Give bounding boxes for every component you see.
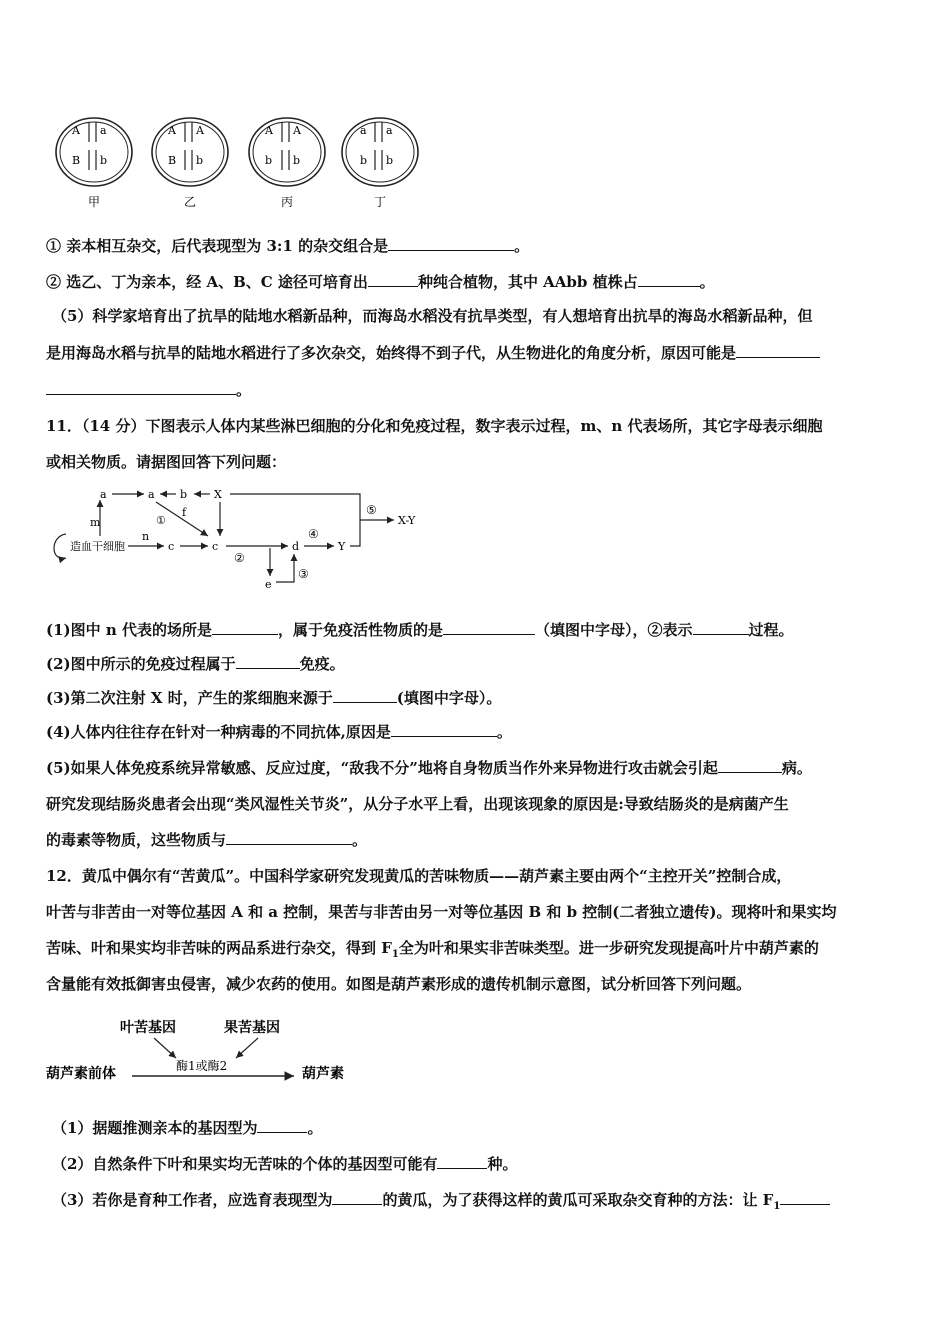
label-p2: ② (234, 551, 245, 565)
label-p1: ① (156, 514, 166, 527)
label-f: f (182, 506, 187, 519)
fruit-bitter-gene: 果苦基因 (224, 1020, 280, 1036)
q12-blank-2[interactable] (437, 1154, 487, 1169)
cell-ding-tr: a (386, 124, 393, 137)
cell-jia-br: b (100, 154, 108, 167)
cell-jia (56, 118, 132, 209)
q10-blank-3[interactable] (638, 272, 700, 287)
precursor-label: 葫芦素前体 (46, 1066, 116, 1082)
q10-line-2: ② 选乙、丁为亲本，经 A、B、C 途径可培育出 种纯合植物，其中 AAbb 植株占 。 (46, 273, 715, 291)
q12-sub-3: （3）若你是育种工作者，应选育表现型为 的黄瓜，为了获得这样的黄瓜可采取杂交育种的方法：让 $F_1$ (52, 1190, 830, 1217)
q12-line-2: 叶苦与非苦由一对等位基因 A 和 a 控制，果苦与非苦由另一对等位基因 B 和 b 控制(二者独立遗传)。现将叶和果实均 (46, 903, 837, 921)
q11-blank-6[interactable] (391, 722, 497, 737)
q12-blank-1[interactable] (257, 1118, 307, 1133)
q11-sub-2: (2)图中所示的免疫过程属于 免疫。 (46, 655, 345, 673)
q12-line-4: 含量能有效抵御害虫侵害，减少农药的使用。如图是葫芦素形成的遗传机制示意图，试分析回答下列问题。 (46, 975, 752, 993)
label-X: X (214, 488, 222, 501)
cucurbitacin-diagram (46, 1014, 376, 1086)
label-p5: ⑤ (366, 503, 377, 517)
cell-ding-bl: b (360, 154, 368, 167)
q11-sub-3: (3)第二次注射 X 时，产生的浆细胞来源于 (填图中字母）。 (46, 689, 502, 707)
q11-blank-1[interactable] (212, 620, 278, 635)
cell-ding-label: 丁 (374, 195, 387, 209)
q10-line-5: 。 (46, 380, 251, 400)
label-e: e (265, 578, 272, 591)
cells-figure (50, 112, 430, 212)
cell-yi-bl: B (168, 154, 177, 167)
q10-blank-2[interactable] (368, 272, 418, 287)
q12-blank-3[interactable] (332, 1190, 382, 1205)
q10-line-1: ① 亲本相互杂交，后代表现型为 3:1 的杂交组合是 。 (46, 237, 530, 255)
q10-line-3: （5）科学家培育出了抗旱的陆地水稻新品种，而海岛水稻没有抗旱类型，有人想培育出抗旱的海岛水稻新品种，但 (52, 307, 813, 325)
label-c1: c (168, 540, 175, 553)
q12-line-3: 苦味、叶和果实均非苦味的两品系进行杂交，得到 $F_1$全为叶和果实非苦味类型。进一步研究发现提高叶片中葫芦素的 (46, 939, 819, 960)
label-d: d (292, 540, 300, 553)
q11-blank-8[interactable] (226, 830, 352, 845)
cell-yi-label: 乙 (184, 195, 197, 209)
cell-ding-tl: a (360, 124, 367, 137)
enzyme-label: 酶1或酶2 (176, 1059, 228, 1073)
q12-sub-2: （2）自然条件下叶和果实均无苦味的个体的基因型可能有 种。 (52, 1155, 518, 1173)
q11-sub-4: (4)人体内往往存在针对一种病毒的不同抗体,原因是 。 (46, 723, 512, 741)
q11-blank-4[interactable] (236, 654, 300, 669)
product-label: 葫芦素 (302, 1066, 344, 1082)
q12-sub-1: （1）据题推测亲本的基因型为 。 (52, 1119, 323, 1137)
label-p3: ③ (298, 567, 309, 581)
cell-bing (249, 118, 325, 209)
q11-sub-1: (1)图中 n 代表的场所是 ，属于免疫活性物质的是 （填图中字母），②表示 过程。 (46, 621, 794, 639)
cell-bing-tr: A (293, 124, 301, 137)
label-a1: a (100, 488, 107, 501)
cell-yi-tl: A (168, 124, 176, 137)
q11-sub-6: 研究发现结肠炎患者会出现“类风湿性关节炎”，从分子水平上看，出现该现象的原因是:导致结肠炎的是病菌产生 (46, 795, 789, 813)
cell-jia-tr: a (100, 124, 107, 137)
q11-line-1: 11．（14 分）下图表示人体内某些淋巴细胞的分化和免疫过程，数字表示过程，m、n 代表场所，其它字母表示细胞 (46, 417, 823, 435)
q12-line-1: 12．黄瓜中偶尔有“苦黄瓜”。中国科学家研究发现黄瓜的苦味物质——葫芦素主要由两个“主控开关”控制合成， (46, 867, 792, 885)
q11-blank-2[interactable] (443, 620, 535, 635)
cell-jia-label: 甲 (88, 195, 101, 209)
q11-blank-5[interactable] (333, 688, 397, 703)
q11-sub-7: 的毒素等物质，这些物质与 。 (46, 831, 368, 849)
label-a2: a (148, 488, 155, 501)
label-m: m (90, 516, 101, 529)
q10-blank-5[interactable] (46, 380, 236, 395)
q11-blank-7[interactable] (718, 758, 782, 773)
stem-cell-label: 造血干细胞 (70, 540, 125, 553)
cell-bing-br: b (293, 154, 301, 167)
cell-yi (152, 118, 228, 209)
cell-jia-tl: A (72, 124, 80, 137)
cell-ding-br: b (386, 154, 394, 167)
q10-blank-4[interactable] (736, 343, 820, 358)
label-c2: c (212, 540, 219, 553)
cell-jia-bl: B (72, 154, 81, 167)
cell-yi-br: b (196, 154, 204, 167)
q10-line-4: 是用海岛水稻与抗旱的陆地水稻进行了多次杂交，始终得不到子代，从生物进化的角度分析，原因可能是 (46, 343, 820, 363)
q11-blank-3[interactable] (693, 620, 749, 635)
q12-blank-4[interactable] (780, 1190, 830, 1205)
q11-sub-5: (5)如果人体免疫系统异常敏感、反应过度，“敌我不分”地将自身物质当作外来异物进行攻击就会引起 病。 (46, 759, 812, 777)
cell-yi-tr: A (196, 124, 204, 137)
cell-bing-tl: A (265, 124, 273, 137)
q10-blank-1[interactable] (388, 236, 514, 251)
label-p4: ④ (308, 527, 319, 541)
label-Y: Y (338, 540, 346, 553)
immune-diagram (48, 484, 448, 594)
cell-bing-label: 丙 (281, 195, 294, 209)
label-n: n (142, 530, 150, 543)
q11-line-2: 或相关物质。请据图回答下列问题： (46, 453, 287, 471)
cell-ding (342, 118, 418, 209)
cell-bing-bl: b (265, 154, 273, 167)
label-XY: X-Y (398, 514, 416, 527)
leaf-bitter-gene: 叶苦基因 (120, 1020, 176, 1036)
label-b: b (180, 488, 188, 501)
